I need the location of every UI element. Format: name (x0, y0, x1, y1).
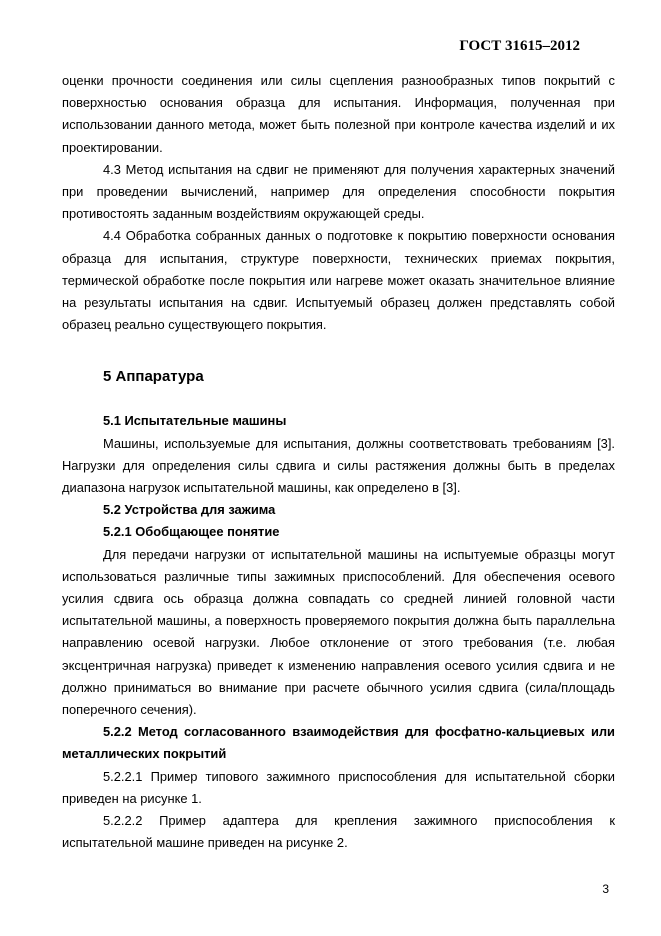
spacer (62, 336, 615, 344)
paragraph-5-2-2-1: 5.2.2.1 Пример типового зажимного приспособления для испытательной сборки приведен на рисунке 1. (62, 768, 615, 806)
section-5-1-title: 5.1 Испытательные машины (103, 413, 287, 429)
paragraph-5-1: Машины, используемые для испытания, должны соответствовать требованиям [3]. Нагрузки для определения силы сдвига и силы растяжения должны быть в пределах диапазона нагрузок испытательной машины, как определено в [3]. (62, 435, 615, 496)
section-5-2-2-title: 5.2.2 Метод согласованного взаимодействия для фосфатно-кальциевых или металлических покрытий (62, 724, 615, 762)
document-code-header: ГОСТ 31615–2012 (459, 38, 580, 54)
paragraph-5-2-1: Для передачи нагрузки от испытательной машины на испытуемые образцы могут использоваться различные типы зажимных приспособлений. Для обеспечения осевого усилия сдвига ось образца должна совпадать со средней линией головной части испытательной машины, а поверхность проверяемого покрытия должна быть параллельна направлению осевой нагрузки. Любое отклонение от этого требования (т.е. любая эксцентричная нагрузка) приведет к изменению направления осевого усилия сдвига и не должно приниматься во внимание при расчете обычного усилия сдвига (сила/площадь поперечного сечения). (62, 546, 615, 718)
paragraph-4-4: 4.4 Обработка собранных данных о подготовке к покрытию поверхности основания образца для испытания, структуре поверхности, технических приемах покрытия, термической обработке после покрытия или нагреве может оказать значительное влияние на результаты испытания на сдвиг. Испытуемый образец должен представлять собой образец реально существующего покрытия. (62, 228, 615, 333)
paragraph-continuation: оценки прочности соединения или силы сцепления разнообразных типов покрытий с поверхностью основания образца для испытания. Информация, полученная при использовании данного метода, может быть полезной при контроле качества изделий и их проектировании. (62, 73, 615, 155)
document-body (62, 70, 615, 855)
page-number: 3 (602, 882, 609, 896)
section-5-2-1-title: 5.2.1 Обобщающее понятие (103, 524, 280, 540)
paragraph-5-2-2-2: 5.2.2.2 Пример адаптера для крепления зажимного приспособления к испытательной машине приведен на рисунке 2. (62, 813, 615, 851)
section-5-2-title: 5.2 Устройства для зажима (103, 502, 276, 518)
paragraph-4-3: 4.3 Метод испытания на сдвиг не применяют для получения характерных значений при проведении вычислений, например для определения способности покрытия противостоять заданным воздействиям окружающей среды. (62, 161, 615, 222)
section-5-title: 5 Аппаратура (103, 368, 204, 386)
